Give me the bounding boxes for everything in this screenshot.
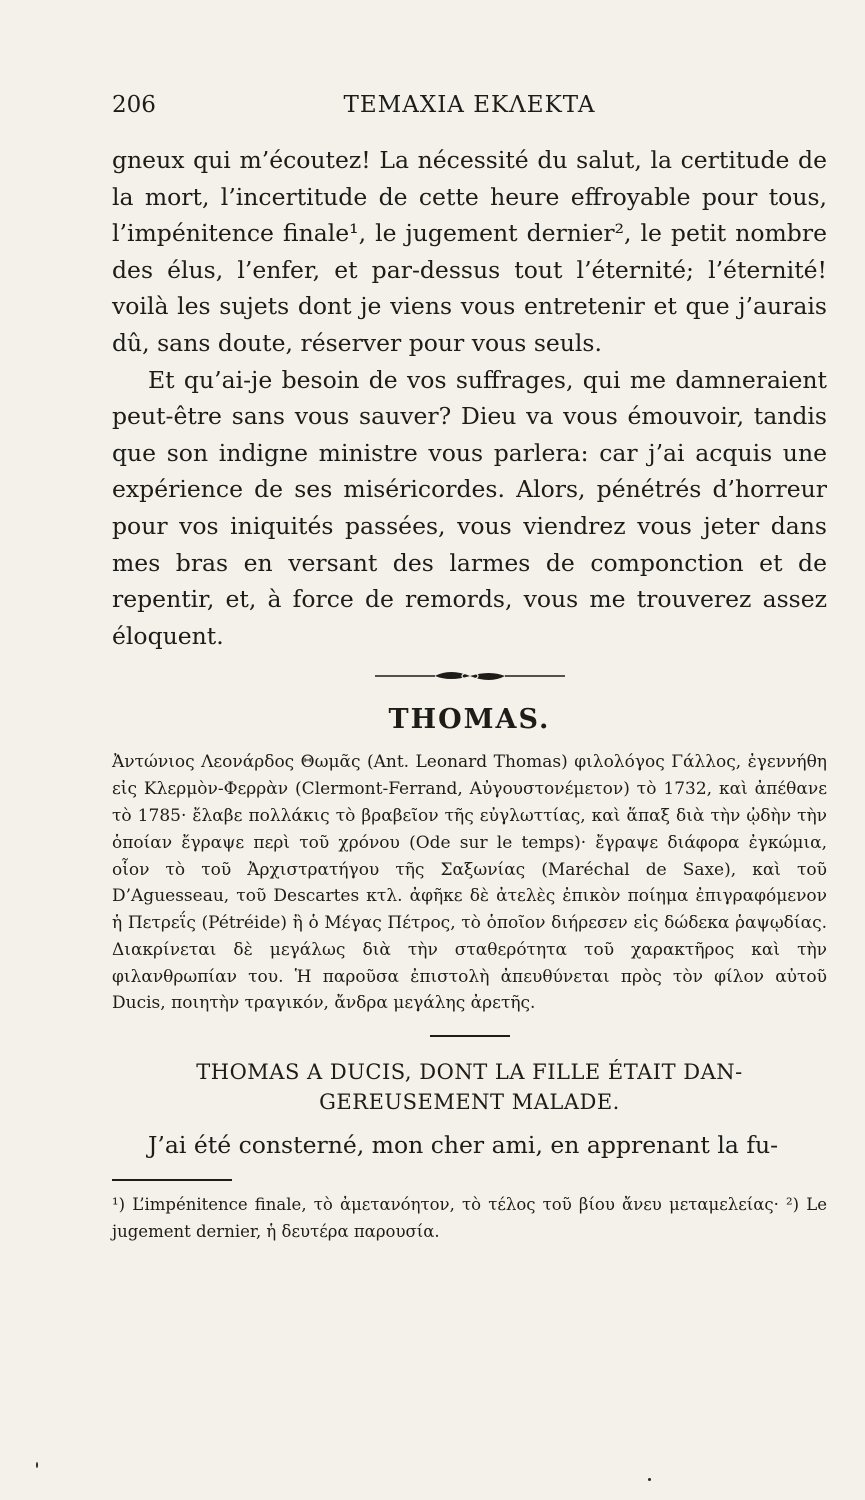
letter-title bbox=[112, 1057, 827, 1117]
letter-title-line-1: THOMAS A DUCIS, DONT LA FILLE ÉTAIT DAN- bbox=[196, 1060, 743, 1085]
page-number: 206 bbox=[112, 92, 156, 118]
print-speck bbox=[648, 1478, 651, 1481]
biography-text: Ἀντώνιος Λεονάρδος Θωμᾶς (Ant. Leonard Thomas) φιλολόγος Γάλλος, ἐγεννήθη εἰς Κλερμὸν-Φερρὰν (Clermont-Ferrand, Αὐγουστονέμετον) τὸ 1732, καὶ ἀπέθανε τὸ 1785· ἔλαβε πολλάκις τὸ βραβεῖον τῆς εὐγλωττίας, καὶ ἅπαξ διὰ τὴν ᾠδὴν τὴν ὁποίαν ἔγραψε περὶ τοῦ χρόνου (Ode sur le temps)· ἔγραψε διάφορα ἐγκώμια, οἷον τὸ τοῦ Ἀρχιστρατήγου τῆς Σαξωνίας (Maréchal de Saxe), καὶ τοῦ D’Aguesseau, τοῦ Descartes κτλ. ἀφῆκε δὲ ἀτελὲς ἐπικὸν ποίημα ἐπιγραφόμενον ἡ Πετρεΐς (Pétréide) ἢ ὁ Μέγας Πέτρος, τὸ ὁποῖον διήρεσεν εἰς δώδεκα ῥαψῳδίας. Διακρίνεται δὲ μεγάλως διὰ τὴν σταθερότητα τοῦ χαρακτῆρος καὶ τὴν φιλανθρωπίαν του. Ἡ παροῦσα ἐπιστολὴ ἀπευθύνεται πρὸς τὸν φίλον αὐτοῦ Ducis, ποιητὴν τραγικόν, ἄνδρα μεγάλης ἀρετῆς. bbox=[112, 752, 827, 1014]
book-page bbox=[112, 88, 827, 1245]
paragraph-continued: gneux qui m’écoutez! La nécessité du salut, la certitude de la mort, l’incertitude de cette heure effroyable pour tous, l’impénitence finale¹, le jugement dernier², le petit nombre des élus, l’enfer, et par-dessus tout l’éternité; l’éternité! voilà les sujets dont je viens vous entretenir et que j’aurais dû, sans doute, réserver pour vous seuls. bbox=[112, 146, 827, 357]
page-header bbox=[112, 88, 827, 128]
letter-opening: J’ai été consterné, mon cher ami, en apprenant la fu- bbox=[148, 1131, 779, 1160]
paragraph: Et qu’ai-je besoin de vos suffrages, qui me damneraient peut-être sans vous sauver? Dieu va vous émouvoir, tandis que son indigne ministre vous parlera: car j’ai acquis une expérience de ses miséricordes. Alors, pénétrés d’horreur pour vos iniquités passées, vous viendrez vous jeter dans mes bras en versant des larmes de componction et de repentir, et, à force de remords, vous me trouverez assez éloquent. bbox=[112, 365, 827, 650]
main-text bbox=[112, 142, 827, 654]
ornament-divider bbox=[375, 666, 565, 686]
print-speck bbox=[36, 1462, 38, 1468]
section-rule bbox=[430, 1035, 510, 1037]
section-title: THOMAS. bbox=[388, 704, 551, 736]
letter-title-line-2: GEREUSEMENT MALADE. bbox=[319, 1090, 620, 1115]
footnotes: ¹) L’impénitence finale, τὸ ἀμετανόητον, τὸ τέλος τοῦ βίου ἄνευ μεταμελείας· ²) Le jugement dernier, ἡ δευτέρα παρουσία. bbox=[112, 1195, 827, 1242]
footnote-rule bbox=[112, 1179, 232, 1181]
running-title: TEMAXIA EKΛEKTA bbox=[343, 92, 596, 118]
